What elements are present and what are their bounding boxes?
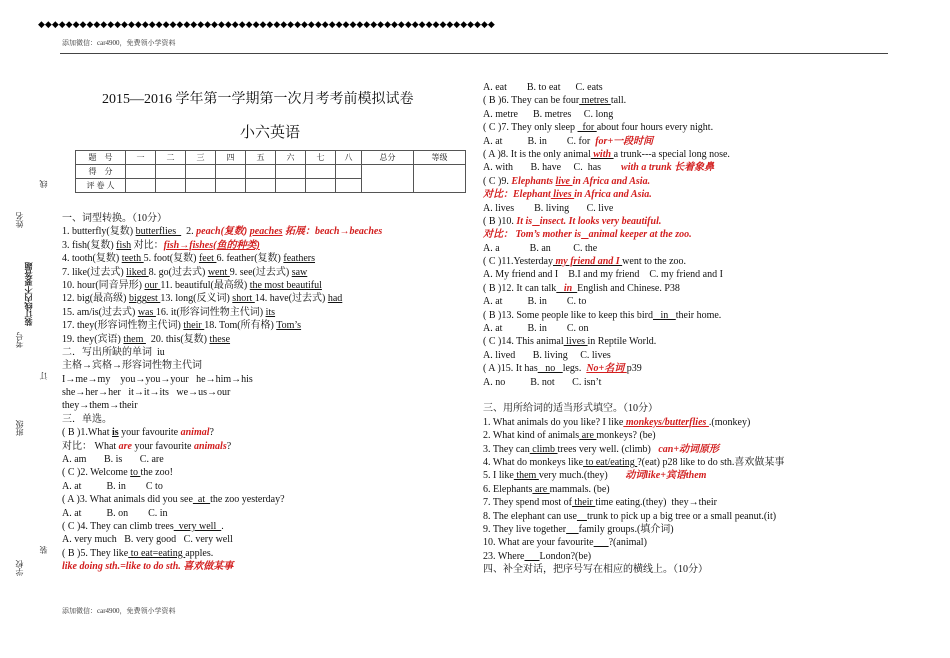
exam-line	[483, 389, 893, 402]
exam-line: 4. tooth(复数) teeth 5. foot(复数) feet 6. feather(复数) feathers	[62, 253, 316, 265]
exam-line: 四、补全对话，把序号写在相应的横线上。（10分）	[483, 564, 708, 576]
exam-line: I→me→my you→you→your he→him→his	[62, 373, 253, 385]
score-header: 五	[246, 151, 276, 165]
exam-line: 三、用所给词的适当形式填空。（10分）	[483, 403, 658, 415]
exam-line: ( C )2. Welcome to the zoo!	[62, 467, 173, 479]
score-header: 八	[336, 151, 362, 165]
exam-line: A. at B. in C. on	[483, 323, 589, 335]
grader-cell[interactable]	[336, 179, 362, 193]
exam-line: 17. they(形容词性物主代词) their 18. Tom(所有格) Tom’s	[62, 320, 302, 332]
grader-cell[interactable]	[156, 179, 186, 193]
exam-line: 10. What are your favourite ?(animal)	[483, 537, 647, 549]
exam-line: she→her→her it→it→its we→us→our	[62, 387, 231, 399]
side-label-class: 班级	[15, 420, 24, 436]
exam-line: A. at B. in C to	[62, 480, 163, 492]
exam-line: they→them→their	[62, 400, 138, 412]
side-label-examno: 考号	[15, 332, 24, 348]
exam-line: 7. like(过去式) liked 8. go(过去式) went 9. see(过去式) saw	[62, 266, 308, 278]
exam-line: 2. What kind of animals are monkeys? (be)	[483, 430, 656, 442]
side-label-name: 姓名	[15, 212, 24, 228]
exam-line: A. am B. is C. are	[62, 454, 164, 466]
exam-line: ( B )13. Some people like to keep this bird in their home.	[483, 309, 722, 321]
exam-line: 二．写出所缺的单词 iu	[62, 346, 165, 358]
score-cell[interactable]	[246, 165, 276, 179]
score-header: 总分	[362, 151, 414, 165]
exam-line: 5. I like them very much.(they) 动词like+宾语them	[483, 470, 707, 482]
exam-line: 主格→宾格→形容词性物主代词	[62, 360, 202, 372]
score-row-label: 得 分	[76, 165, 126, 179]
score-header: 六	[276, 151, 306, 165]
exam-line: 6. Elephants are mammals. (be)	[483, 483, 610, 495]
exam-line: ( C )11.Yesterday my friend and I went to the zoo.	[483, 256, 687, 268]
exam-line: 3. They can climb trees very well. (climb) can+动词原形	[483, 443, 720, 455]
exam-line: 10. hour(同音异形) our 11. beautiful(最高级) the most beautiful	[62, 279, 322, 291]
exam-line: A. a B. an C. the	[483, 242, 598, 254]
exam-line: 1. butterfly(复数) butterflies 2. peach(复数) peaches 拓展：beach→beaches	[62, 226, 383, 238]
exam-line: 对比： Tom’s mother is animal keeper at the zoo.	[483, 229, 692, 241]
side-mark-line: 线	[39, 180, 48, 188]
score-header: 一	[126, 151, 156, 165]
exam-line: ( A )15. It has no legs. No+名词 p39	[483, 363, 642, 375]
binding-dots: ◆◆◆◆◆◆◆◆◆◆◆◆◆◆◆◆◆◆◆◆◆◆◆◆◆◆◆◆◆◆◆◆◆◆◆◆◆◆◆◆◆◆◆◆◆◆◆◆◆◆◆◆◆◆◆◆◆◆◆◆◆◆◆◆◆◆	[38, 19, 495, 29]
score-header: 题 号	[76, 151, 126, 165]
exam-line: A. with B. have C. has with a trunk 长着象鼻	[483, 162, 715, 174]
score-header: 七	[306, 151, 336, 165]
footer-note: 添加微信：car4900，免费领小学资料	[62, 607, 176, 615]
exam-line: A. at B. on C. in	[62, 507, 168, 519]
score-cell[interactable]	[276, 165, 306, 179]
grader-cell[interactable]	[186, 179, 216, 193]
score-header: 等级	[414, 151, 466, 165]
side-mark-bind: 订	[39, 372, 48, 380]
exam-line: A. at B. in C. to	[483, 296, 587, 308]
exam-line: ( B )6. They can be four metres tall.	[483, 95, 627, 107]
exam-title: 2015—2016 学年第一学期第一次月考考前模拟试卷	[102, 92, 414, 107]
side-label-school: 学校	[15, 560, 24, 576]
score-header: 四	[216, 151, 246, 165]
score-cell[interactable]	[306, 165, 336, 179]
exam-line: ( B )1.What is your favourite animal?	[62, 427, 214, 439]
exam-line: ( C )14. This animal lives in Reptile World.	[483, 336, 657, 348]
score-header: 二	[156, 151, 186, 165]
score-cell[interactable]	[126, 165, 156, 179]
exam-line: A. eat B. to eat C. eats	[483, 82, 603, 93]
grader-cell[interactable]	[306, 179, 336, 193]
exam-line: ( C )9. Elephants live in Africa and Asia.	[483, 175, 651, 187]
exam-line: A. no B. not C. isn’t	[483, 376, 602, 388]
exam-line: A. lives B. living C. live	[483, 202, 614, 214]
exam-line: 12. big(最高级) biggest 13. long(反义词) short 14. have(过去式) had	[62, 293, 343, 305]
exam-line: 7. They spend most of their time eating.(they) they→their	[483, 497, 717, 509]
header-note: 添加微信：car4900，免费领小学资料	[62, 39, 176, 47]
exam-subtitle: 小六英语	[240, 125, 301, 141]
left-column	[62, 212, 477, 574]
exam-line: A. My friend and I B.I and my friend C. my friend and I	[483, 269, 723, 281]
exam-line: ( A )3. What animals did you see at the zoo yesterday?	[62, 494, 285, 506]
exam-line: ( A )8. It is the only animal with a trunk---a special long nose.	[483, 148, 730, 160]
exam-line: 4. What do monkeys like to eat/eating ?(eat) p28 like to do sth.喜欢做某事	[483, 456, 785, 468]
exam-line: 1. What animals do you like? I like monkeys/butterflies .(monkey)	[483, 416, 751, 428]
score-cell[interactable]	[156, 165, 186, 179]
grader-cell[interactable]	[246, 179, 276, 193]
grade-cell[interactable]	[414, 165, 466, 193]
exam-line: 一、词型转换。（10分）	[62, 213, 167, 224]
score-header: 三	[186, 151, 216, 165]
exam-line: 23. Where London?(be)	[483, 550, 592, 562]
exam-line: 对比：Elephant lives in Africa and Asia.	[483, 189, 652, 201]
grader-cell[interactable]	[126, 179, 156, 193]
score-cell[interactable]	[216, 165, 246, 179]
exam-line: 9. They live together family groups.(填介词)	[483, 523, 674, 535]
exam-line: 3. fish(复数) fish 对比：fish→fishes(鱼的种类)	[62, 239, 260, 251]
exam-line: 三．单选。	[62, 413, 112, 425]
score-table	[75, 150, 466, 193]
total-cell[interactable]	[362, 165, 414, 193]
exam-line: ( C )4. They can climb trees very well .	[62, 520, 224, 532]
exam-line: ( B )10. It is insect. It looks very beautiful.	[483, 215, 662, 227]
right-column	[483, 81, 893, 576]
exam-line: ( B )12. It can talk in English and Chinese. P38	[483, 282, 680, 294]
exam-line: ( C )7. They only sleep for about four hours every night.	[483, 122, 714, 134]
score-cell[interactable]	[186, 165, 216, 179]
exam-line: ( B )5. They like to eat=eating apples.	[62, 547, 214, 559]
exam-line: 对比： What are your favourite animals?	[62, 440, 232, 452]
exam-line: A. lived B. living C. lives	[483, 349, 611, 361]
grader-cell[interactable]	[216, 179, 246, 193]
exam-line: like doing sth.=like to do sth. 喜欢做某事	[62, 561, 234, 573]
grader-cell[interactable]	[276, 179, 306, 193]
binding-warning: 装订线内不要答题	[24, 262, 33, 326]
exam-line: 8. The elephant can use trunk to pick up a big tree or a small peanut.(it)	[483, 510, 777, 522]
exam-line: A. very much B. very good C. very well	[62, 534, 233, 546]
exam-line: A. at B. in C. for for+一段时间	[483, 135, 654, 147]
exam-line: A. metre B. metres C. long	[483, 108, 614, 120]
score-cell[interactable]	[336, 165, 362, 179]
header-rule	[60, 53, 888, 54]
side-mark-pack: 装	[39, 546, 48, 554]
exam-line: 15. am/is(过去式) was 16. it(形容词性物主代词) its	[62, 306, 276, 318]
score-row-label: 评 卷 人	[76, 179, 126, 193]
exam-line: 19. they(宾语) them 20. this(复数) these	[62, 333, 231, 345]
